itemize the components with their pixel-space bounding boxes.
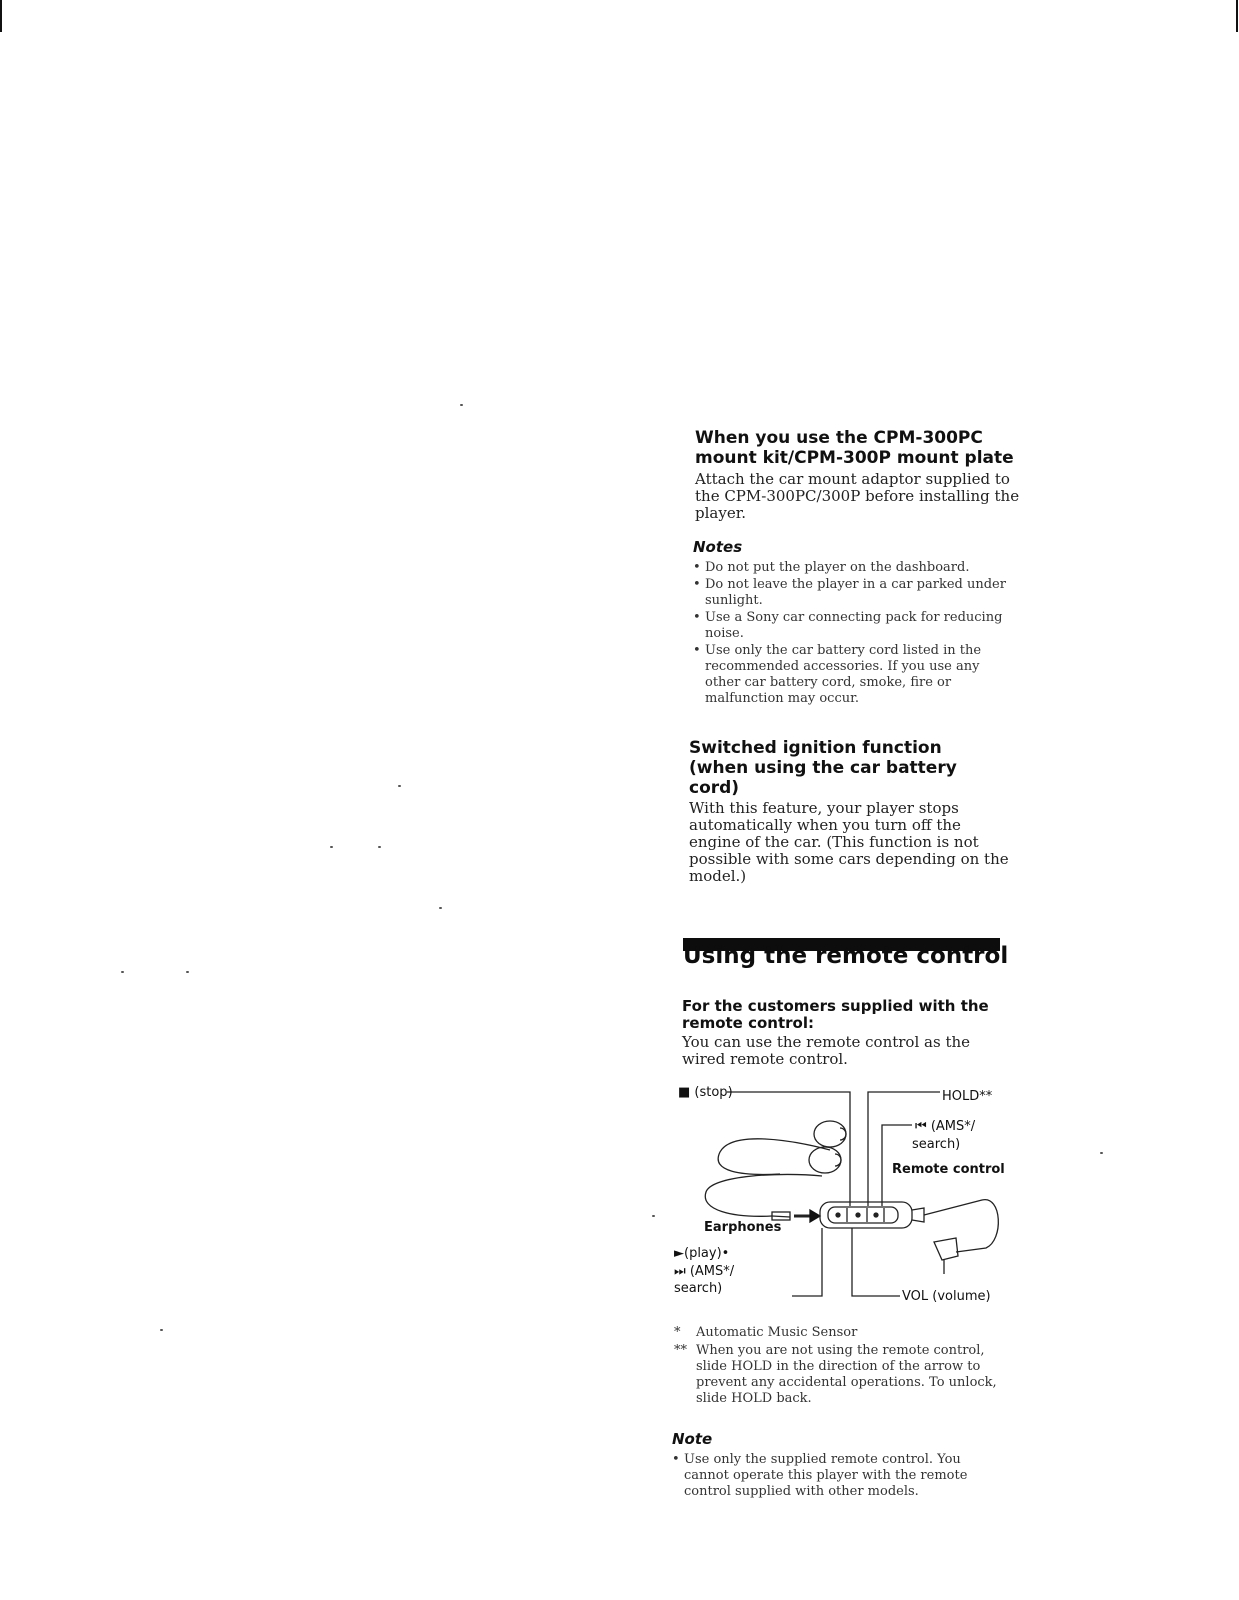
remote-diagram bbox=[672, 1080, 1007, 1315]
scan-speck bbox=[160, 1329, 163, 1331]
remote-control-label: Remote control bbox=[892, 1162, 1005, 1177]
scan-speck bbox=[330, 846, 333, 848]
remote-subheading: For the customers supplied with the remote control: bbox=[682, 997, 989, 1032]
list-item: • Do not put the player on the dashboard. bbox=[693, 560, 1011, 576]
mount-body: Attach the car mount adaptor supplied to the CPM-300PC/300P before installing the player. bbox=[695, 470, 1020, 522]
scan-speck bbox=[439, 907, 442, 909]
remote-body: You can use the remote control as the wired remote control. bbox=[682, 1033, 971, 1068]
footnote-text: Automatic Music Sensor bbox=[696, 1325, 858, 1340]
mount-heading: When you use the CPM-300PC mount kit/CPM-300P mount plate bbox=[695, 428, 1014, 468]
scan-speck bbox=[186, 971, 189, 973]
hold-label: HOLD** bbox=[942, 1089, 993, 1104]
footnotes bbox=[672, 1325, 1002, 1407]
scan-speck bbox=[378, 846, 381, 848]
notes-title: Notes bbox=[693, 538, 743, 556]
stop-label: ■ (stop) bbox=[678, 1085, 733, 1100]
mount-section bbox=[695, 428, 1020, 522]
remote-section-title: Using the remote control bbox=[683, 943, 1009, 969]
play-label-line1: ►(play)• bbox=[674, 1246, 730, 1261]
ignition-heading-line2: (when using the car battery cord) bbox=[689, 758, 957, 798]
note-list bbox=[672, 1452, 972, 1500]
scan-speck bbox=[460, 404, 463, 406]
list-item: • Do not leave the player in a car parked under sunlight. bbox=[693, 577, 1011, 609]
scan-speck bbox=[1100, 1152, 1103, 1154]
ignition-body: With this feature, your player stops automatically when you turn off the engine of the car. (This function is not possible with some cars depending on the model.) bbox=[689, 799, 1009, 885]
ignition-heading-line1: Switched ignition function bbox=[689, 738, 942, 758]
ams-prev-label-line1: ⏮ (AMS*/ bbox=[915, 1119, 976, 1134]
list-item: • Use only the car battery cord listed in the recommended accessories. If you use any other car battery cord, smoke, fire or malfunction may occur. bbox=[693, 643, 1011, 707]
scan-speck bbox=[121, 971, 124, 973]
footnote-text: When you are not using the remote control, slide HOLD in the direction of the arrow to prevent any accidental operations. To unlock, slide HOLD back. bbox=[696, 1343, 997, 1406]
notes-section bbox=[693, 538, 1011, 708]
scan-speck bbox=[398, 785, 401, 787]
earphones-label: Earphones bbox=[704, 1220, 782, 1235]
footnote-mark: * bbox=[674, 1325, 681, 1340]
scan-edge-mark-left bbox=[0, 0, 2, 32]
footnote bbox=[672, 1343, 1002, 1407]
ams-prev-label-line2: search) bbox=[912, 1137, 961, 1152]
note-title: Note bbox=[672, 1430, 713, 1448]
vol-label: VOL (volume) bbox=[902, 1289, 991, 1304]
list-item: • Use a Sony car connecting pack for reducing noise. bbox=[693, 610, 1011, 642]
footnote-mark: ** bbox=[674, 1343, 687, 1358]
list-item: • Use only the supplied remote control. You cannot operate this player with the remote control supplied with other models. bbox=[672, 1452, 972, 1500]
play-label-line2: ⏭ (AMS*/ bbox=[674, 1264, 735, 1279]
scan-edge-mark-right bbox=[1236, 0, 1238, 32]
remote-intro bbox=[682, 998, 992, 1068]
footnote bbox=[672, 1325, 1002, 1341]
scan-speck bbox=[652, 1215, 655, 1217]
notes-list bbox=[693, 560, 1011, 707]
note-section bbox=[672, 1430, 972, 1501]
play-label-line3: search) bbox=[674, 1281, 723, 1296]
ignition-section bbox=[689, 738, 1009, 885]
